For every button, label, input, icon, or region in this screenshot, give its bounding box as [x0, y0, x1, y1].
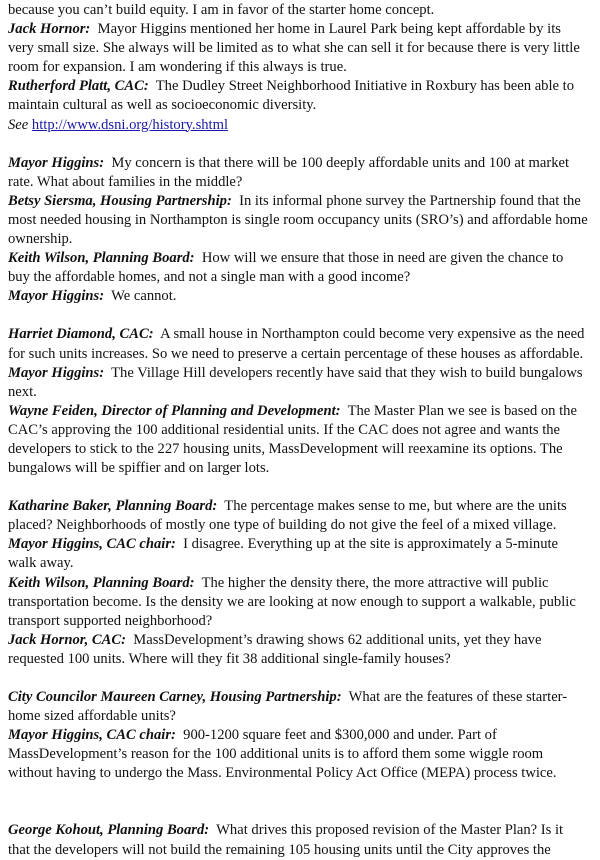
speaker-name: Rutherford Platt, CAC:	[8, 78, 149, 95]
speaker-name: George Kohout, Planning Board:	[8, 822, 210, 839]
statement-text: 900-1200 square feet and $300,000 and under. Part of MassDevelopment’s reason for the 100 additional units is to afford them some wiggle room without having to undergo the Mass. Environmental Policy Act Office (MEPA) process twice.	[8, 727, 557, 782]
speaker-name: Keith Wilson, Planning Board:	[8, 250, 195, 267]
statement	[8, 688, 588, 726]
statement	[8, 325, 588, 363]
see-reference	[8, 116, 588, 135]
paragraph-gap	[8, 478, 588, 497]
statement-text: The Dudley Street Neighborhood Initiative in Roxbury has been able to maintain cultural as well as socioeconomic diversity.	[8, 78, 575, 114]
statement	[8, 535, 588, 573]
statement-text: In its informal phone survey the Partnership found that the most needed housing in Northampton is single room occupancy units (SRO’s) and affordable home ownership.	[8, 192, 588, 248]
statement	[8, 821, 588, 859]
intro-fragment: because you can’t build equity. I am in favor of the starter home concept.	[8, 2, 435, 18]
speaker-name: Wayne Feiden, Director of Planning and Development:	[8, 402, 341, 419]
statement-text: What drives this proposed revision of the Master Plan? Is it that the developers will not build the remaining 105 housing units until the City approves the	[8, 822, 564, 858]
speaker-name: Mayor Higgins:	[8, 364, 105, 381]
statement-text: The higher the density there, the more attractive will public transportation become. Is the density we are looking at now enough to support a walkable, public transport supported neighborhood?	[8, 574, 576, 629]
history-link[interactable]: http://www.dsni.org/history.shtml	[31, 116, 229, 133]
see-label: See	[8, 116, 29, 133]
statement-text: A small house in Northampton could become very expensive as the need for such units increases. So we need to preserve a certain percentage of these houses as affordable.	[8, 326, 585, 362]
statement-text: The Village Hill developers recently have said that they wish to build bungalows next.	[8, 364, 583, 400]
statement-text: I disagree. Everything up at the site is approximately a 5-minute walk away.	[8, 536, 559, 572]
statement-text: The percentage makes sense to me, but where are the units placed? Neighborhoods of mostly one type of building do not give the feel of a mixed village.	[8, 498, 567, 534]
statement	[8, 20, 588, 77]
statement	[8, 364, 588, 402]
statement-text: Mayor Higgins mentioned her home in Laurel Park being kept affordable by its very small size. She always will be limited as to what she can sell it for because there is very little room for expansion. I am wondering if this always is true.	[8, 21, 580, 76]
statement	[8, 154, 588, 192]
statement	[8, 249, 588, 287]
statement-text: The Master Plan we see is based on the CAC’s approving the 100 additional residential units. If the CAC does not agree and wants the developers to stick to the 227 housing units, MassDevelopment will reexamine its options. The bungalows will be spiffier and on larger lots.	[8, 402, 577, 477]
statement	[8, 77, 588, 115]
speaker-name: Katharine Baker, Planning Board:	[8, 498, 218, 515]
speaker-name: Jack Hornor:	[8, 21, 91, 38]
statement-text: How will we ensure that those in need are given the chance to buy the affordable homes, and not a single man with a good income?	[8, 250, 564, 286]
paragraph-gap	[8, 783, 588, 821]
statement-text: We cannot.	[111, 288, 177, 305]
speaker-name: Jack Hornor, CAC:	[8, 631, 126, 648]
statement-text: What are the features of these starter-home sized affordable units?	[8, 689, 568, 725]
speaker-name: Mayor Higgins, CAC chair:	[8, 536, 176, 553]
statement	[8, 402, 588, 478]
statement	[8, 497, 588, 535]
statement	[8, 287, 588, 306]
paragraph-gap	[8, 669, 588, 688]
statement-text: My concern is that there will be 100 deeply affordable units and 100 at market rate. What about families in the middle?	[8, 154, 570, 190]
speaker-name: Harriet Diamond, CAC:	[8, 326, 154, 343]
speaker-name: Mayor Higgins, CAC chair:	[8, 727, 176, 744]
speaker-name: Mayor Higgins:	[8, 288, 105, 305]
statement	[8, 726, 588, 783]
statement	[8, 192, 588, 249]
speaker-name: Betsy Siersma, Housing Partnership:	[8, 192, 232, 209]
speaker-name: Keith Wilson, Planning Board:	[8, 574, 195, 591]
speaker-name: Mayor Higgins:	[8, 154, 105, 171]
statement	[8, 574, 588, 631]
paragraph-gap	[8, 135, 588, 154]
statement	[8, 631, 588, 669]
statement-text: MassDevelopment’s drawing shows 62 additional units, yet they have requested 100 units. Where will they fit 38 additional single-family houses?	[8, 631, 542, 667]
paragraph-gap	[8, 306, 588, 325]
speaker-name: City Councilor Maureen Carney, Housing Partnership:	[8, 689, 342, 705]
